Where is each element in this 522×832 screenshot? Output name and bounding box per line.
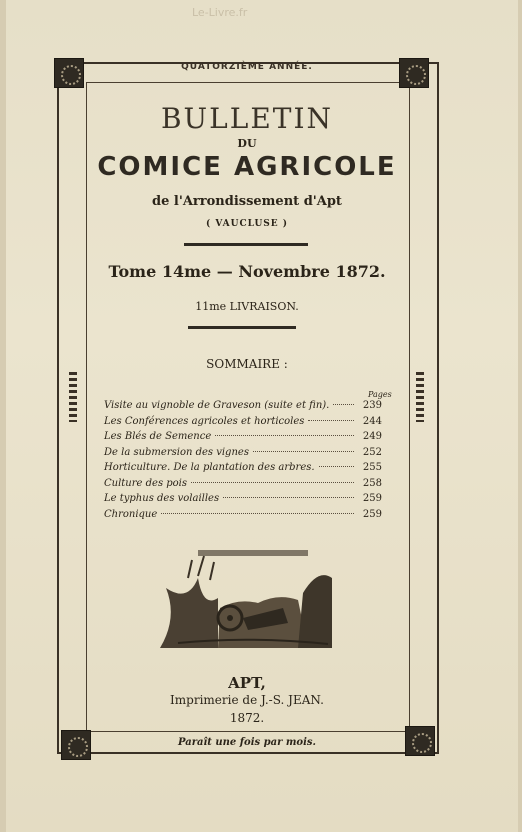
imprint-printer: Imprimerie de J.-S. JEAN. (170, 693, 324, 707)
toc-leader (253, 451, 354, 452)
watermark: Le-Livre.fr (192, 6, 248, 19)
toc-entry-page: 244 (362, 415, 382, 427)
toc-entry-title: Les Conférences agricoles et horticoles (104, 415, 305, 427)
side-ornament-right (416, 372, 424, 422)
toc-entry (104, 509, 382, 525)
toc-entry (104, 400, 382, 416)
toc-entry (104, 416, 382, 432)
toc-leader (215, 435, 354, 436)
toc-entry-page: 259 (362, 508, 382, 520)
title-du: DU (237, 137, 257, 150)
toc-leader (319, 466, 354, 467)
toc-entry-title: Les Blés de Semence (104, 431, 212, 442)
toc-entry-title: Culture des pois (104, 477, 188, 489)
toc-leader (191, 482, 354, 483)
toc-entry (104, 493, 382, 509)
toc-leader (333, 404, 354, 405)
toc-entry-page: 239 (362, 400, 382, 411)
toc-entry-title: Visite au vignoble de Graveson (suite et fin). (104, 400, 330, 411)
region-label: ( VAUCLUSE ) (205, 219, 289, 229)
toc-entry-page: 258 (362, 477, 382, 489)
subtitle-arrondissement: de l'Arrondissement d'Apt (152, 194, 342, 209)
toc-leader (161, 513, 354, 514)
toc-entry-page: 249 (362, 431, 382, 442)
toc-entry-title: Le typhus des volailles (104, 493, 220, 504)
toc-entry-page: 252 (362, 446, 382, 458)
toc-entry (104, 447, 382, 463)
issue-line: Tome 14me — Novembre 1872. (108, 262, 386, 281)
toc-entry-title: Horticulture. De la plantation des arbres. (104, 462, 315, 473)
toc-entry (104, 431, 382, 447)
header-band: QUATORZIÈME ANNÉE. (181, 62, 313, 72)
divider-rule (184, 243, 308, 246)
toc-entry-title: Chronique (104, 508, 158, 520)
toc-entry-page: 255 (362, 462, 382, 473)
imprint-city: APT, (228, 674, 266, 692)
side-ornament-left (69, 372, 77, 422)
toc-entry-title: De la submersion des vignes (104, 446, 249, 458)
corner-ornament-top-left (54, 58, 84, 88)
toc-entry (104, 462, 382, 478)
publication-frequency: Paraît une fois par mois. (177, 737, 317, 748)
toc-leader (223, 497, 354, 498)
toc-entry-page: 259 (362, 493, 382, 504)
table-of-contents (104, 400, 382, 524)
corner-ornament-bottom-right (405, 726, 435, 756)
divider-rule-2 (188, 326, 296, 329)
title-comice-agricole: COMICE AGRICOLE (97, 152, 397, 182)
sommaire-heading: SOMMAIRE : (206, 357, 288, 371)
harvest-vignette-illustration (158, 548, 334, 652)
toc-leader (308, 420, 354, 421)
imprint-year: 1872. (229, 711, 265, 725)
pages-column-label: Pages (368, 390, 392, 399)
toc-entry (104, 478, 382, 494)
title-bulletin: BULLETIN (160, 102, 334, 135)
livraison-line: 11me LIVRAISON. (195, 300, 299, 313)
